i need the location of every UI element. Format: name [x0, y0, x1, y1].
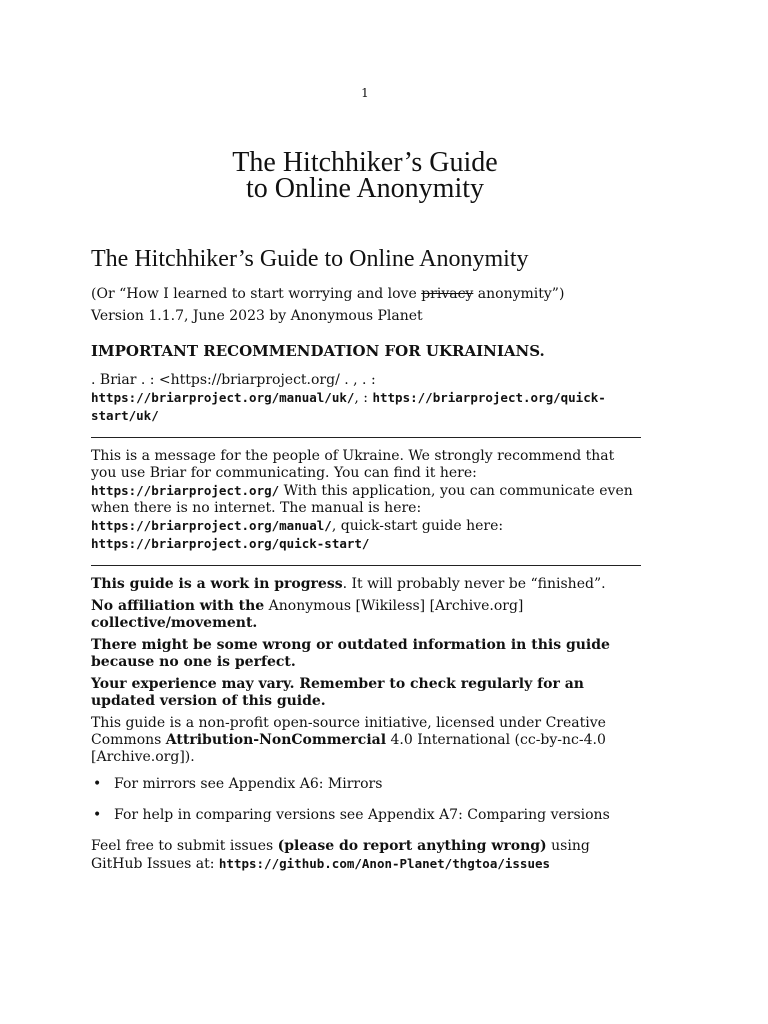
subtitle: [91, 286, 641, 303]
title-line-1: The Hitchhiker’s Guide: [232, 147, 498, 178]
license-text-1: This guide is a non-profit open-source initiative, licensed under Creative Commons: [91, 715, 606, 748]
bullet-mirrors: • For mirrors see Appendix A6: Mirrors: [91, 776, 641, 793]
issues-text-1: Feel free to submit issues: [91, 838, 278, 854]
bullet-comparing-versions: • For help in comparing versions see Appendix A7: Comparing versions: [91, 807, 641, 824]
briar-link[interactable]: https://briarproject.org/: [91, 483, 280, 498]
section-heading: The Hitchhiker’s Guide to Online Anonymity: [91, 246, 529, 272]
ukrainian-message: [91, 372, 641, 425]
ukrainian-quickstart-link[interactable]: https://briarproject.org/quick-start/uk/: [91, 390, 606, 423]
affiliation-bold-1: No affiliation with the: [91, 598, 265, 614]
wip-bold: This guide is a work in progress: [91, 576, 343, 592]
english-text-1: This is a message for the people of Ukraine. We strongly recommend that you use Briar for communicating. You can find it here:: [91, 448, 615, 481]
divider-top: [91, 437, 641, 438]
subtitle-after: anonymity”): [473, 286, 565, 302]
ukrainian-manual-link[interactable]: https://briarproject.org/manual/uk/: [91, 390, 355, 405]
license-bold: Attribution-NonCommercial: [165, 732, 387, 748]
document-title: [0, 147, 730, 204]
affiliation-middle: Anonymous [Wikiless] [Archive.org]: [264, 598, 524, 614]
english-message: [91, 448, 641, 553]
wip-notice: [91, 576, 641, 593]
title-line-2: to Online Anonymity: [246, 173, 484, 204]
english-text-2: With this application, you can communicate even when there is no internet. The manual is here:: [91, 483, 633, 516]
page-number: 1: [361, 86, 369, 100]
divider-bottom: [91, 565, 641, 566]
license-text-2: 4.0 International (cc-by-nc-4.0 [Archive.org]).: [91, 732, 606, 765]
ukrainian-text-1: . Briar . : <https://briarproject.org/ . , . :: [91, 372, 376, 388]
subtitle-before: (Or “How I learned to start worrying and love: [91, 286, 422, 302]
ukrainian-text-2: , :: [354, 390, 373, 406]
outdated-notice: There might be some wrong or outdated information in this guide because no one is perfect.: [91, 637, 610, 670]
affiliation-bold-2: collective/movement.: [91, 615, 258, 631]
english-text-3: , quick-start guide here:: [331, 518, 504, 534]
important-heading: IMPORTANT RECOMMENDATION FOR UKRAINIANS.: [91, 342, 545, 360]
issues-text-2: using GitHub Issues at:: [91, 838, 590, 872]
affiliation-notice: [91, 598, 641, 632]
license-notice: [91, 715, 641, 766]
experience-notice: Your experience may vary. Remember to check regularly for an updated version of this guide.: [91, 676, 584, 709]
quickstart-link[interactable]: https://briarproject.org/quick-start/: [91, 536, 370, 551]
document-body: [91, 244, 641, 878]
bullet-list: [91, 776, 641, 824]
github-issues-link[interactable]: https://github.com/Anon-Planet/thgtoa/issues: [218, 856, 551, 871]
subtitle-struck-word: privacy: [421, 286, 474, 302]
issues-notice: [91, 838, 641, 873]
manual-link[interactable]: https://briarproject.org/manual/: [91, 518, 332, 533]
wip-rest: . It will probably never be “finished”.: [342, 576, 606, 592]
issues-bold: (please do report anything wrong): [277, 838, 547, 854]
version-line: Version 1.1.7, June 2023 by Anonymous Planet: [91, 308, 423, 324]
